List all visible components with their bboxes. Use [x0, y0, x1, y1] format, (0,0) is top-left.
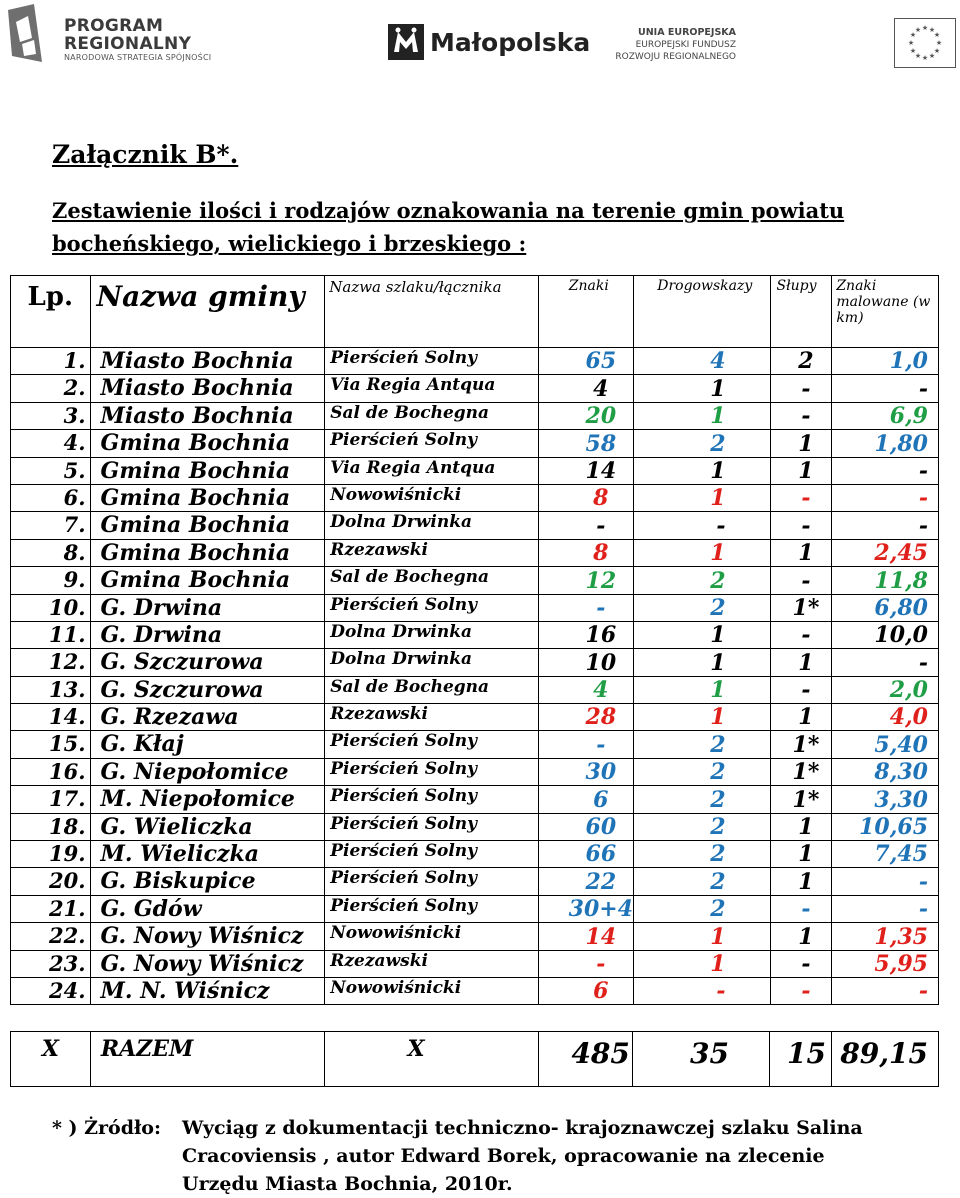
row-slupy: 1 [770, 539, 832, 566]
row-slupy: - [770, 895, 832, 922]
table-row [11, 923, 939, 950]
row-malowane: 11,8 [832, 567, 939, 594]
row-gmina: Gmina Bochnia [90, 484, 325, 511]
svg-text:★: ★ [928, 52, 936, 60]
row-lp: 14. [11, 704, 91, 731]
row-szlak: Via Regia Antqua [325, 457, 538, 484]
total-x1: X [11, 1032, 91, 1087]
row-lp: 15. [11, 731, 91, 758]
row-malowane: 1,0 [832, 348, 939, 375]
total-x2: X [325, 1032, 539, 1087]
row-szlak: Nowowiśnicki [325, 484, 538, 511]
row-drogowskazy: 1 [634, 457, 771, 484]
row-drogowskazy: 1 [634, 950, 771, 977]
table-row [11, 567, 939, 594]
row-gmina: Gmina Bochnia [90, 567, 325, 594]
row-lp: 7. [11, 512, 91, 539]
row-szlak: Rzezawski [325, 539, 538, 566]
row-znaki: - [538, 731, 633, 758]
table-row [11, 786, 939, 813]
row-malowane: - [832, 868, 939, 895]
table-row [11, 676, 939, 703]
table-row [11, 704, 939, 731]
row-gmina: G. Drwina [90, 621, 325, 648]
row-gmina: G. Drwina [90, 594, 325, 621]
row-znaki: 14 [538, 923, 633, 950]
header-gmina: Nazwa gminy [90, 276, 325, 348]
eu-line2: EUROPEJSKI FUNDUSZ [635, 40, 736, 50]
row-slupy: 1 [770, 704, 832, 731]
row-malowane: 10,65 [832, 813, 939, 840]
row-gmina: G. Wieliczka [90, 813, 325, 840]
row-gmina: M. Wieliczka [90, 841, 325, 868]
row-malowane: - [832, 512, 939, 539]
row-drogowskazy: 2 [634, 567, 771, 594]
row-lp: 5. [11, 457, 91, 484]
program-regionalny-emblem-icon [6, 2, 56, 64]
row-gmina: G. Nowy Wiśnicz [90, 950, 325, 977]
program-line2: REGIONALNY [64, 34, 192, 54]
row-znaki: 6 [538, 786, 633, 813]
row-gmina: G. Szczurowa [90, 649, 325, 676]
row-znaki: 60 [538, 813, 633, 840]
row-lp: 19. [11, 841, 91, 868]
row-szlak: Dolna Drwinka [325, 649, 538, 676]
row-znaki: 10 [538, 649, 633, 676]
document-heading: Zestawienie ilości i rodzajów oznakowania na terenie gmin powiatu bocheńskiego, wielickiego i brzeskiego : [52, 198, 845, 256]
table-row [11, 895, 939, 922]
svg-text:★: ★ [914, 26, 922, 34]
row-lp: 13. [11, 676, 91, 703]
table-row [11, 348, 939, 375]
row-slupy: 1* [770, 594, 832, 621]
row-drogowskazy: 2 [634, 868, 771, 895]
malopolska-text: Małopolska [430, 28, 591, 57]
row-slupy: 1 [770, 813, 832, 840]
row-lp: 12. [11, 649, 91, 676]
row-gmina: Miasto Bochnia [90, 375, 325, 402]
row-drogowskazy: 2 [634, 758, 771, 785]
row-slupy: 1 [770, 923, 832, 950]
row-malowane: 10,0 [832, 621, 939, 648]
row-malowane: - [832, 484, 939, 511]
row-szlak: Rzezawski [325, 704, 538, 731]
total-row [11, 1032, 939, 1087]
row-lp: 6. [11, 484, 91, 511]
row-znaki: 30+4 [538, 895, 633, 922]
row-gmina: G. Nowy Wiśnicz [90, 923, 325, 950]
total-malowane: 89,15 [831, 1032, 938, 1087]
program-regionalny-logo [6, 2, 236, 64]
row-znaki: 6 [538, 977, 633, 1004]
annex-title: Załącznik B*. [52, 140, 239, 169]
total-slupy: 15 [770, 1032, 832, 1087]
row-slupy: 1 [770, 457, 832, 484]
program-line3: NARODOWA STRATEGIA SPÓJNOŚCI [64, 53, 212, 62]
row-szlak: Pierścień Solny [325, 430, 538, 457]
row-szlak: Pierścień Solny [325, 786, 538, 813]
row-szlak: Via Regia Antqua [325, 375, 538, 402]
row-szlak: Pierścień Solny [325, 895, 538, 922]
row-lp: 24. [11, 977, 91, 1004]
svg-text:★: ★ [935, 39, 943, 47]
table-body [11, 348, 939, 1005]
row-malowane: 5,95 [832, 950, 939, 977]
row-drogowskazy: 1 [634, 402, 771, 429]
row-drogowskazy: 4 [634, 348, 771, 375]
row-szlak: Nowowiśnicki [325, 923, 538, 950]
row-drogowskazy: - [634, 512, 771, 539]
row-malowane: 6,9 [832, 402, 939, 429]
row-znaki: - [538, 594, 633, 621]
row-malowane: 3,30 [832, 786, 939, 813]
total-znaki: 485 [539, 1032, 633, 1087]
row-malowane: 8,30 [832, 758, 939, 785]
malopolska-emblem-icon [388, 24, 424, 60]
svg-text:★: ★ [914, 52, 922, 60]
row-szlak: Dolna Drwinka [325, 512, 538, 539]
row-znaki: - [538, 950, 633, 977]
row-znaki: 28 [538, 704, 633, 731]
row-szlak: Sal de Bochegna [325, 567, 538, 594]
footnote-text: Wyciąg z dokumentacji techniczno- krajoznawczej szlaku Salina Cracoviensis , autor Edward Borek, opracowanie na zlecenie Urzędu Miasta Bochnia, 2010r. [182, 1117, 863, 1195]
row-slupy: - [770, 375, 832, 402]
row-gmina: G. Kłaj [90, 731, 325, 758]
row-znaki: 30 [538, 758, 633, 785]
table-row [11, 539, 939, 566]
row-drogowskazy: 1 [634, 539, 771, 566]
row-gmina: G. Gdów [90, 895, 325, 922]
svg-text:★: ★ [907, 39, 915, 47]
table-row [11, 649, 939, 676]
header-szlak: Nazwa szlaku/łącznika [325, 276, 538, 348]
row-znaki: 12 [538, 567, 633, 594]
svg-text:★: ★ [909, 47, 917, 55]
svg-text:★: ★ [933, 47, 941, 55]
row-znaki: 58 [538, 430, 633, 457]
row-drogowskazy: 2 [634, 731, 771, 758]
row-malowane: 7,45 [832, 841, 939, 868]
row-znaki: 4 [538, 375, 633, 402]
row-gmina: Miasto Bochnia [90, 348, 325, 375]
row-malowane: 6,80 [832, 594, 939, 621]
table-row [11, 457, 939, 484]
row-drogowskazy: 1 [634, 621, 771, 648]
row-lp: 1. [11, 348, 91, 375]
row-znaki: 20 [538, 402, 633, 429]
row-gmina: Gmina Bochnia [90, 512, 325, 539]
row-znaki: 4 [538, 676, 633, 703]
eu-line1: UNIA EUROPEJSKA [638, 27, 736, 38]
row-szlak: Pierścień Solny [325, 594, 538, 621]
table-header-row [11, 276, 939, 348]
row-slupy: 1 [770, 868, 832, 895]
row-slupy: 1* [770, 731, 832, 758]
row-malowane: - [832, 375, 939, 402]
row-malowane: - [832, 977, 939, 1004]
row-malowane: 2,45 [832, 539, 939, 566]
row-drogowskazy: 1 [634, 484, 771, 511]
row-szlak: Pierścień Solny [325, 348, 538, 375]
row-znaki: 66 [538, 841, 633, 868]
row-slupy: - [770, 676, 832, 703]
row-lp: 10. [11, 594, 91, 621]
row-malowane: 1,35 [832, 923, 939, 950]
row-slupy: 1* [770, 786, 832, 813]
row-szlak: Pierścień Solny [325, 731, 538, 758]
row-znaki: 14 [538, 457, 633, 484]
row-lp: 9. [11, 567, 91, 594]
row-drogowskazy: 2 [634, 430, 771, 457]
row-lp: 22. [11, 923, 91, 950]
row-gmina: Gmina Bochnia [90, 539, 325, 566]
total-drogowskazy: 35 [633, 1032, 770, 1087]
row-slupy: 1 [770, 649, 832, 676]
row-malowane: - [832, 649, 939, 676]
row-znaki: - [538, 512, 633, 539]
row-drogowskazy: 2 [634, 813, 771, 840]
row-znaki: 16 [538, 621, 633, 648]
row-lp: 21. [11, 895, 91, 922]
row-szlak: Rzezawski [325, 950, 538, 977]
table-row [11, 375, 939, 402]
table-row [11, 868, 939, 895]
eu-flag-icon [894, 18, 956, 68]
row-malowane: - [832, 895, 939, 922]
row-gmina: Miasto Bochnia [90, 402, 325, 429]
row-malowane: 4,0 [832, 704, 939, 731]
total-label: RAZEM [90, 1032, 325, 1087]
table-row [11, 430, 939, 457]
row-lp: 4. [11, 430, 91, 457]
row-lp: 17. [11, 786, 91, 813]
svg-text:★: ★ [909, 31, 917, 39]
row-szlak: Pierścień Solny [325, 841, 538, 868]
row-malowane: 1,80 [832, 430, 939, 457]
row-gmina: Gmina Bochnia [90, 430, 325, 457]
row-znaki: 65 [538, 348, 633, 375]
header-malowane: Znaki malowane (w km) [832, 276, 939, 348]
row-slupy: - [770, 512, 832, 539]
row-gmina: M. Niepołomice [90, 786, 325, 813]
row-lp: 11. [11, 621, 91, 648]
header-drogowskazy: Drogowskazy [634, 276, 771, 348]
row-gmina: Gmina Bochnia [90, 457, 325, 484]
row-szlak: Sal de Bochegna [325, 402, 538, 429]
eu-line3: ROZWOJU REGIONALNEGO [615, 52, 736, 62]
header-znaki: Znaki [538, 276, 633, 348]
row-slupy: 1* [770, 758, 832, 785]
program-line1: PROGRAM [64, 16, 164, 36]
row-drogowskazy: 1 [634, 676, 771, 703]
row-drogowskazy: 2 [634, 594, 771, 621]
table-row [11, 813, 939, 840]
row-lp: 8. [11, 539, 91, 566]
row-gmina: G. Niepołomice [90, 758, 325, 785]
row-znaki: 8 [538, 484, 633, 511]
row-malowane: 2,0 [832, 676, 939, 703]
row-gmina: G. Rzezawa [90, 704, 325, 731]
row-drogowskazy: 2 [634, 786, 771, 813]
svg-text:★: ★ [933, 31, 941, 39]
row-lp: 2. [11, 375, 91, 402]
row-slupy: - [770, 950, 832, 977]
row-znaki: 8 [538, 539, 633, 566]
row-slupy: - [770, 977, 832, 1004]
table-row [11, 484, 939, 511]
table-row [11, 402, 939, 429]
row-gmina: G. Biskupice [90, 868, 325, 895]
row-lp: 20. [11, 868, 91, 895]
table-row [11, 621, 939, 648]
row-malowane: - [832, 457, 939, 484]
row-gmina: G. Szczurowa [90, 676, 325, 703]
svg-text:★: ★ [921, 54, 929, 62]
row-malowane: 5,40 [832, 731, 939, 758]
table-row [11, 512, 939, 539]
row-slupy: - [770, 621, 832, 648]
row-drogowskazy: - [634, 977, 771, 1004]
row-lp: 18. [11, 813, 91, 840]
row-slupy: - [770, 567, 832, 594]
table-row [11, 594, 939, 621]
row-szlak: Sal de Bochegna [325, 676, 538, 703]
row-drogowskazy: 2 [634, 895, 771, 922]
table-row [11, 758, 939, 785]
row-drogowskazy: 2 [634, 841, 771, 868]
row-drogowskazy: 1 [634, 704, 771, 731]
row-slupy: - [770, 484, 832, 511]
header-slupy: Słupy [770, 276, 832, 348]
row-slupy: 1 [770, 841, 832, 868]
row-slupy: 2 [770, 348, 832, 375]
row-znaki: 22 [538, 868, 633, 895]
table-row [11, 731, 939, 758]
total-table [10, 1031, 939, 1087]
row-lp: 16. [11, 758, 91, 785]
row-slupy: - [770, 402, 832, 429]
footnote-mark: * ) Żródło: [52, 1117, 161, 1139]
row-gmina: M. N. Wiśnicz [90, 977, 325, 1004]
row-szlak: Nowowiśnicki [325, 977, 538, 1004]
table-row [11, 977, 939, 1004]
svg-text:★: ★ [921, 24, 929, 32]
table-row [11, 950, 939, 977]
row-szlak: Pierścień Solny [325, 868, 538, 895]
row-szlak: Pierścień Solny [325, 758, 538, 785]
row-drogowskazy: 1 [634, 649, 771, 676]
header-lp: Lp. [11, 276, 91, 348]
signage-table [10, 275, 939, 1005]
row-lp: 3. [11, 402, 91, 429]
row-szlak: Pierścień Solny [325, 813, 538, 840]
row-slupy: 1 [770, 430, 832, 457]
row-drogowskazy: 1 [634, 375, 771, 402]
table-row [11, 841, 939, 868]
row-szlak: Dolna Drwinka [325, 621, 538, 648]
row-lp: 23. [11, 950, 91, 977]
row-drogowskazy: 1 [634, 923, 771, 950]
svg-text:★: ★ [928, 26, 936, 34]
